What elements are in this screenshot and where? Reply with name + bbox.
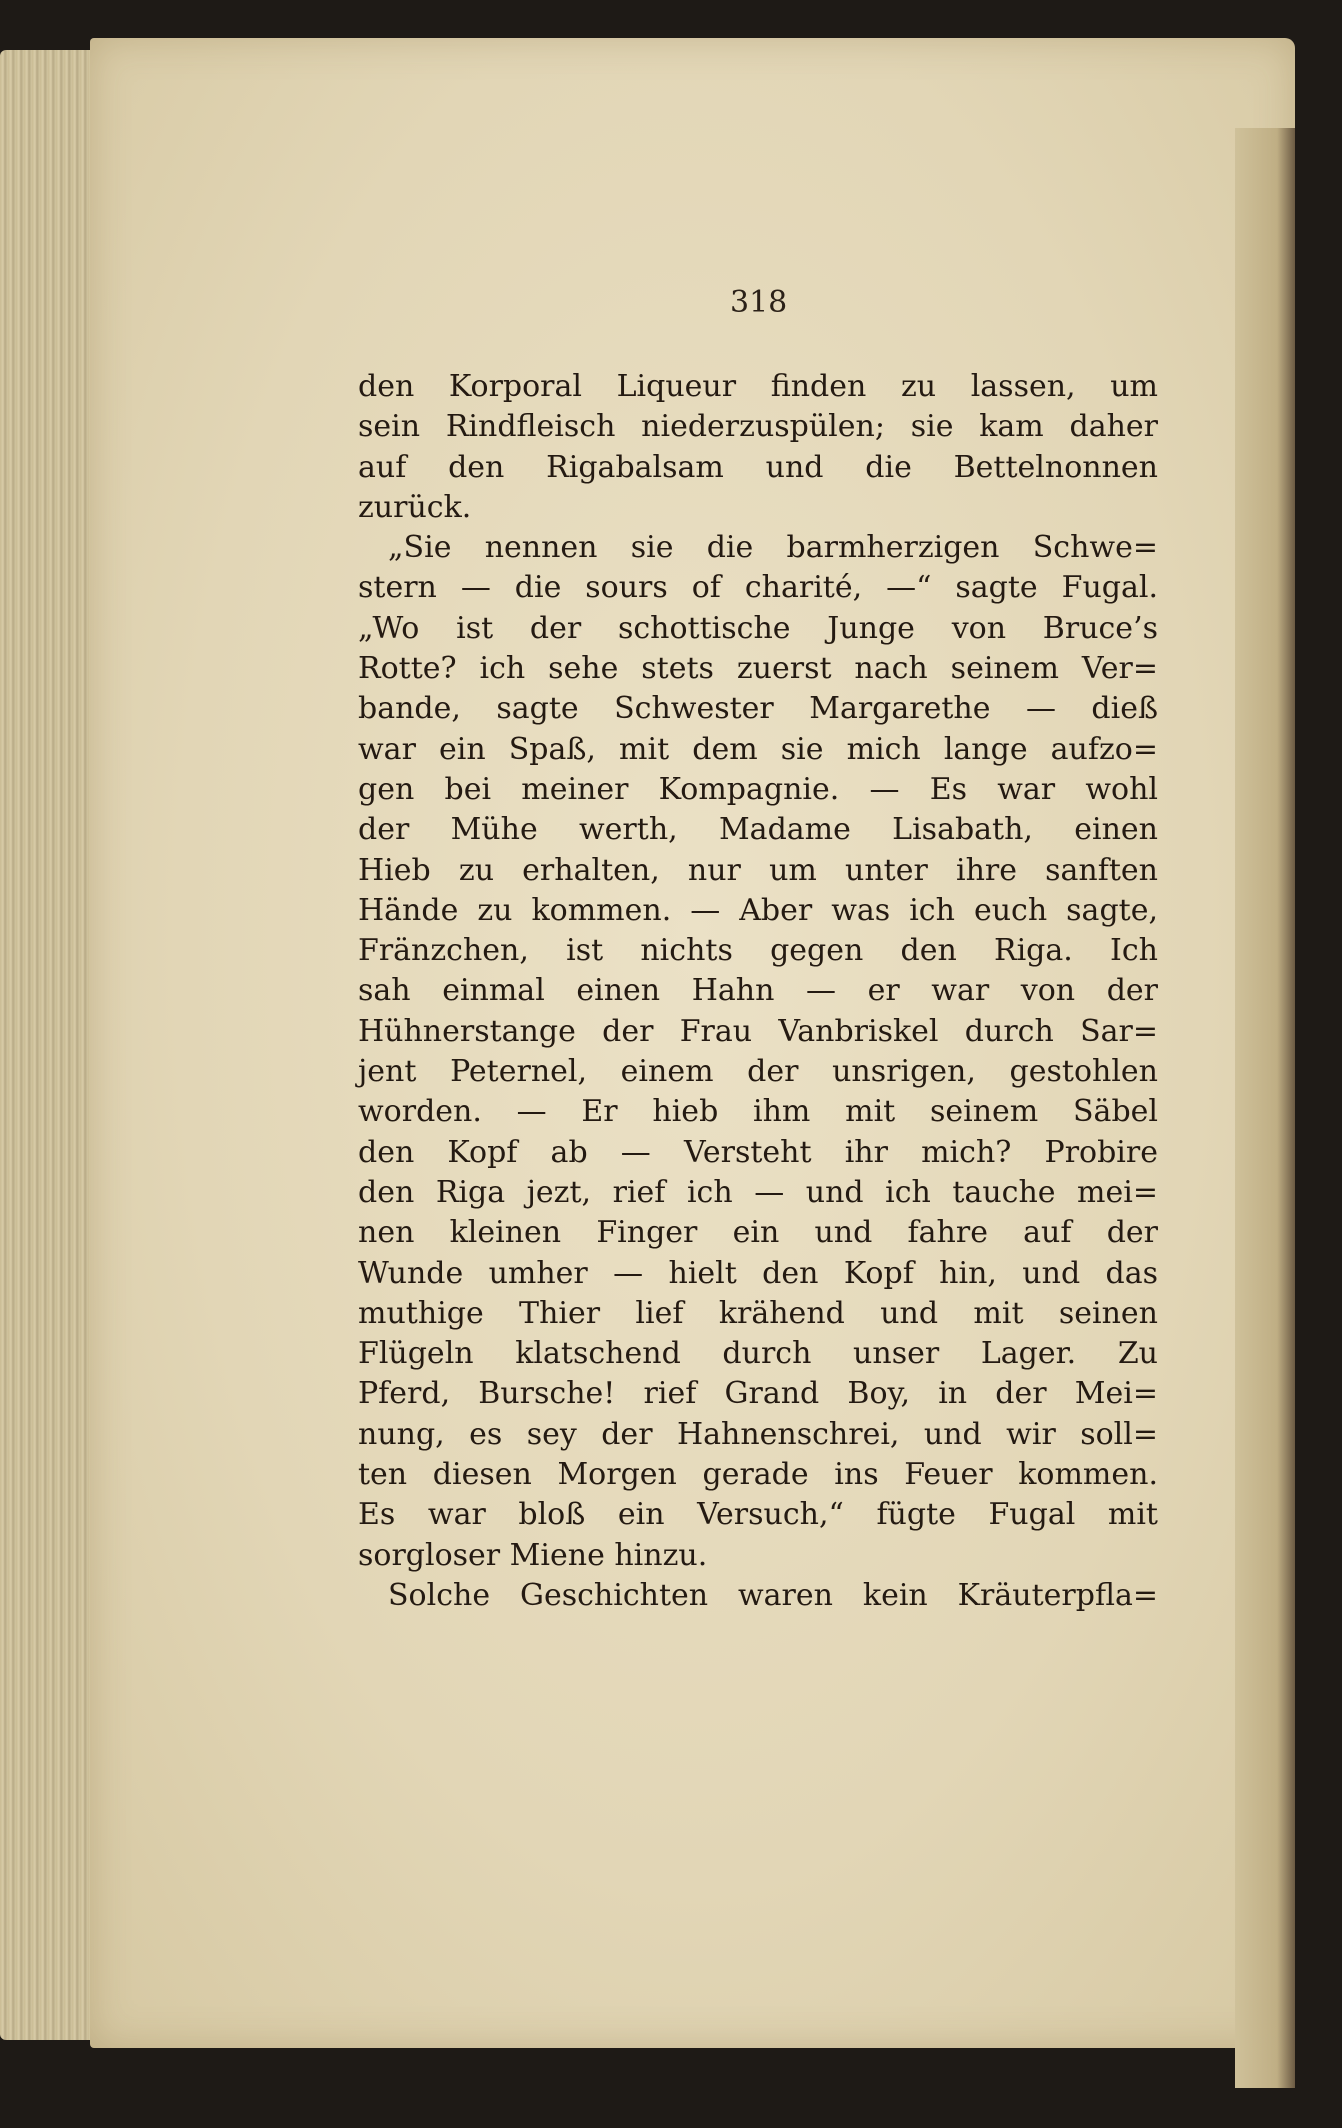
text-line: Wunde umher — hielt den Kopf hin, und das <box>358 1255 1158 1291</box>
text-line: stern — die sours of charité, —“ sagte Fugal. <box>358 570 1158 606</box>
text-line: Es war bloß ein Versuch,“ fügte Fugal mit <box>358 1497 1158 1533</box>
text-line: den Kopf ab — Versteht ihr mich? Probire <box>358 1134 1158 1170</box>
page-number: 318 <box>730 285 788 320</box>
text-line: nung, es sey der Hahnenschrei, und wir soll= <box>358 1416 1158 1452</box>
text-line: „Wo ist der schottische Junge von Bruce’s <box>358 610 1158 646</box>
text-line: Flügeln klatschend durch unser Lager. Zu <box>358 1336 1158 1372</box>
text-line: sah einmal einen Hahn — er war von der <box>358 973 1158 1009</box>
text-line: „Sie nennen sie die barmherzigen Schwe= <box>388 530 1158 566</box>
text-line: Hühnerstange der Frau Vanbriskel durch Sar= <box>358 1013 1158 1049</box>
text-line: auf den Rigabalsam und die Bettelnonnen <box>358 449 1158 485</box>
text-line: muthige Thier lief krähend und mit seinen <box>358 1295 1158 1331</box>
text-line: worden. — Er hieb ihm mit seinem Säbel <box>358 1094 1158 1130</box>
text-line: der Mühe werth, Madame Lisabath, einen <box>358 812 1158 848</box>
text-line: war ein Spaß, mit dem sie mich lange aufzo= <box>358 731 1158 767</box>
text-line: Fränzchen, ist nichts gegen den Riga. Ich <box>358 933 1158 969</box>
text-line: sein Rindfleisch niederzuspülen; sie kam daher <box>358 409 1158 445</box>
text-line: jent Peternel, einem der unsrigen, gestohlen <box>358 1054 1158 1090</box>
text-line: sorgloser Miene hinzu. <box>358 1537 708 1573</box>
text-line: den Korporal Liqueur finden zu lassen, um <box>358 369 1158 404</box>
text-line: bande, sagte Schwester Margarethe — dieß <box>358 691 1158 727</box>
text-line: Pferd, Bursche! rief Grand Boy, in der Mei= <box>358 1376 1158 1412</box>
text-line: Hände zu kommen. — Aber was ich euch sagte, <box>358 892 1158 928</box>
text-line: gen bei meiner Kompagnie. — Es war wohl <box>358 771 1158 807</box>
page-text <box>358 367 1158 1616</box>
text-line: nen kleinen Finger ein und fahre auf der <box>358 1215 1158 1251</box>
text-line: Solche Geschichten waren kein Kräuterpfla= <box>388 1577 1158 1613</box>
text-line: Rotte? ich sehe stets zuerst nach seinem Ver= <box>358 651 1158 687</box>
text-line: ten diesen Morgen gerade ins Feuer kommen. <box>358 1457 1158 1493</box>
page-gutter-shadow <box>1235 128 1295 2088</box>
text-line: den Riga jezt, rief ich — und ich tauche mei= <box>358 1174 1158 1210</box>
text-line: Hieb zu erhalten, nur um unter ihre sanften <box>358 852 1158 888</box>
text-line: zurück. <box>358 489 472 525</box>
